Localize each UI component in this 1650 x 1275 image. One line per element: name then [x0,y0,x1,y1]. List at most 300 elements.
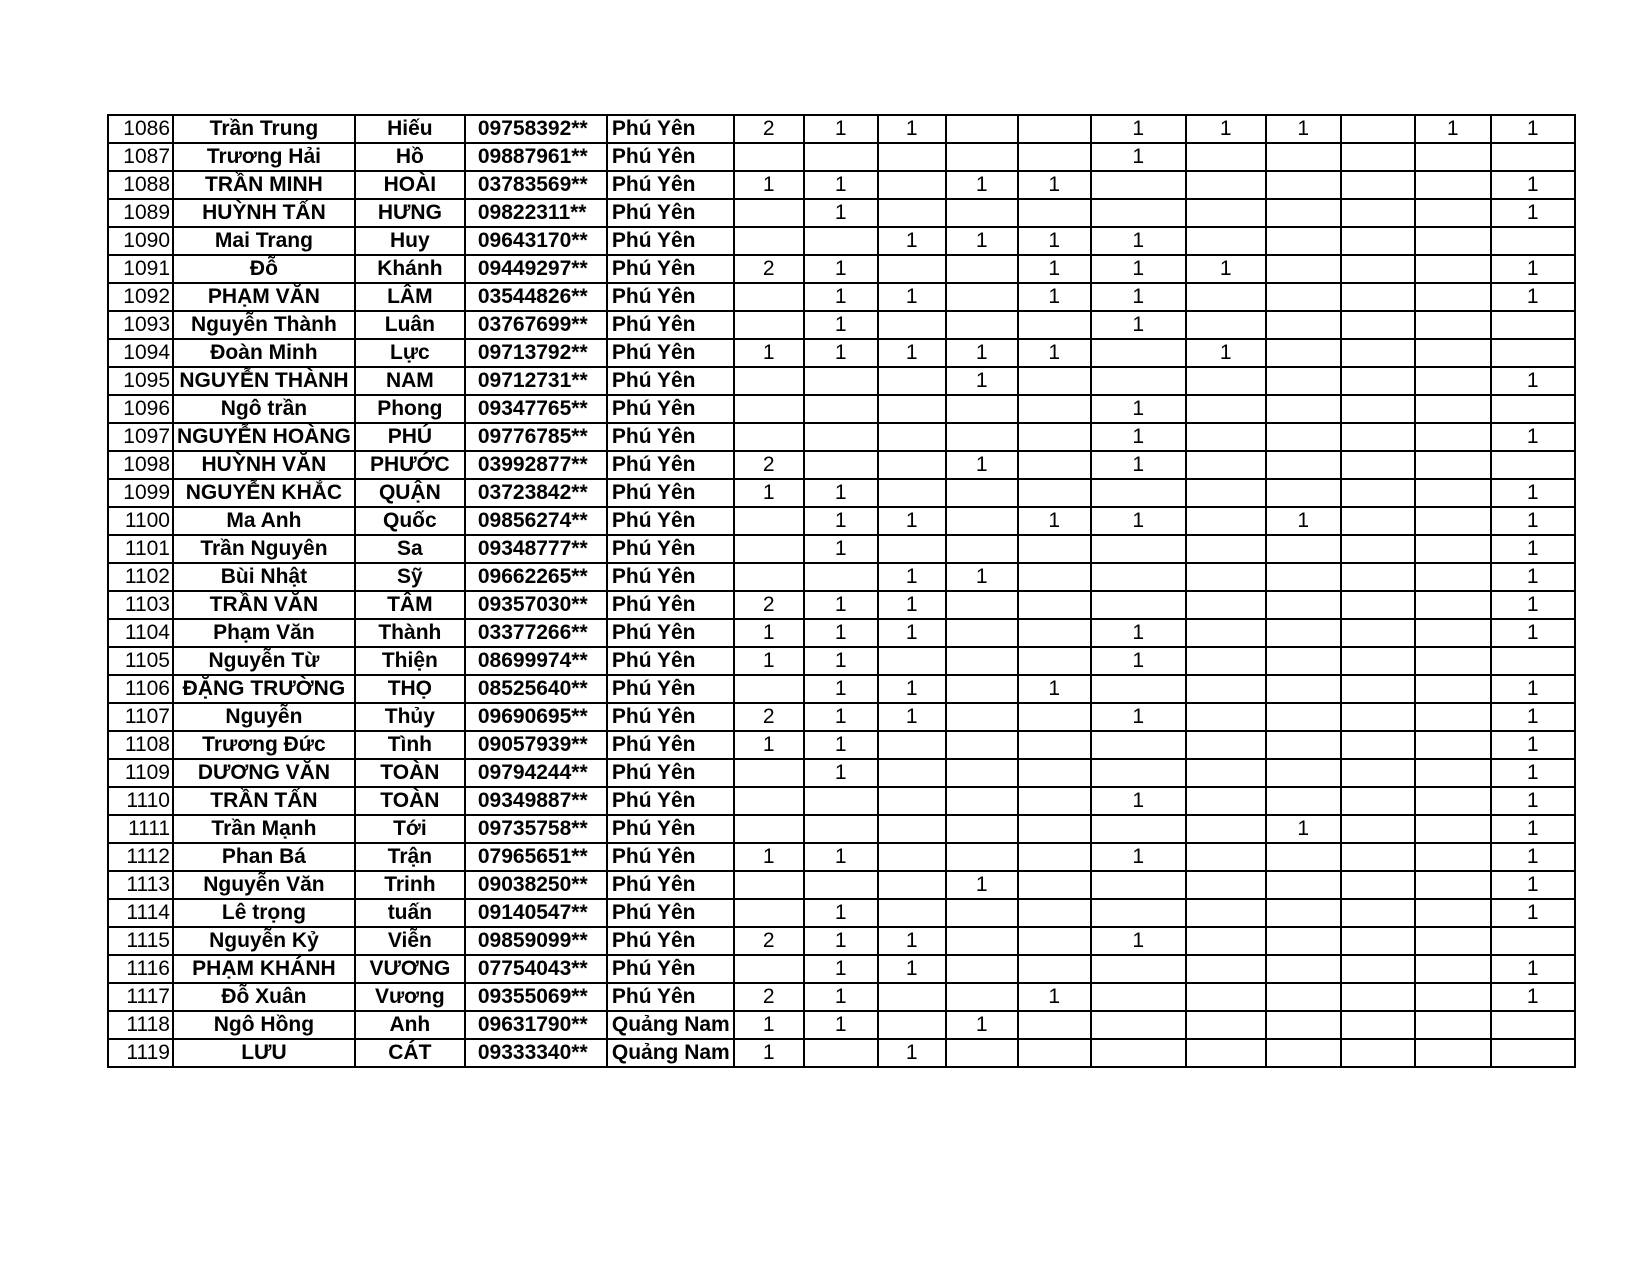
given-name-cell: Thủy [355,703,465,731]
province-cell: Phú Yên [607,955,734,983]
value-cell-11: 1 [1491,787,1575,815]
province-cell: Phú Yên [607,227,734,255]
surname-cell: Nguyễn [173,703,355,731]
row-number-cell: 1106 [108,675,173,703]
value-cell-6: 1 [1091,703,1186,731]
value-cell-2 [804,423,878,451]
value-cell-2: 1 [804,619,878,647]
value-cell-8 [1266,479,1341,507]
value-cell-6 [1091,1039,1186,1067]
value-cell-8 [1266,367,1341,395]
value-cell-5: 1 [1018,675,1091,703]
surname-cell: Trương Đức [173,731,355,759]
province-cell: Phú Yên [607,339,734,367]
value-cell-11: 1 [1491,983,1575,1011]
given-name-cell: Trinh [355,871,465,899]
value-cell-9 [1341,367,1415,395]
given-name-cell: LÂM [355,283,465,311]
value-cell-4 [946,535,1018,563]
value-cell-3 [878,759,946,787]
value-cell-11 [1491,451,1575,479]
value-cell-7 [1186,787,1266,815]
value-cell-9 [1341,479,1415,507]
table-row [108,1011,1575,1039]
value-cell-1: 2 [734,703,804,731]
value-cell-4 [946,619,1018,647]
given-name-cell: tuấn [355,899,465,927]
value-cell-8 [1266,171,1341,199]
surname-cell: Phan Bá [173,843,355,871]
value-cell-10 [1415,339,1491,367]
value-cell-8 [1266,983,1341,1011]
value-cell-4: 1 [946,563,1018,591]
phone-cell: 09735758** [465,815,607,843]
phone-cell: 09349887** [465,787,607,815]
value-cell-10 [1415,759,1491,787]
value-cell-4: 1 [946,451,1018,479]
phone-cell: 03377266** [465,619,607,647]
surname-cell: HUỲNH VĂN [173,451,355,479]
value-cell-9 [1341,115,1415,143]
given-name-cell: TOÀN [355,759,465,787]
value-cell-1 [734,787,804,815]
table-row [108,115,1575,143]
value-cell-1: 1 [734,1011,804,1039]
table-row [108,843,1575,871]
value-cell-2 [804,787,878,815]
value-cell-11 [1491,339,1575,367]
table-row [108,675,1575,703]
row-number-cell: 1119 [108,1039,173,1067]
value-cell-3 [878,871,946,899]
table-row [108,339,1575,367]
value-cell-1: 1 [734,1039,804,1067]
value-cell-2 [804,451,878,479]
value-cell-2: 1 [804,115,878,143]
value-cell-7 [1186,591,1266,619]
value-cell-8 [1266,395,1341,423]
province-cell: Phú Yên [607,675,734,703]
phone-cell: 07965651** [465,843,607,871]
value-cell-6: 1 [1091,283,1186,311]
surname-cell: NGUYỄN KHẮC [173,479,355,507]
surname-cell: Nguyễn Thành [173,311,355,339]
value-cell-1: 1 [734,479,804,507]
row-number-cell: 1102 [108,563,173,591]
value-cell-9 [1341,843,1415,871]
given-name-cell: QUẬN [355,479,465,507]
given-name-cell: Huy [355,227,465,255]
value-cell-11: 1 [1491,871,1575,899]
phone-cell: 09449297** [465,255,607,283]
row-number-cell: 1114 [108,899,173,927]
value-cell-7 [1186,871,1266,899]
value-cell-10 [1415,535,1491,563]
value-cell-10 [1415,563,1491,591]
value-cell-5 [1018,815,1091,843]
phone-cell: 09057939** [465,731,607,759]
value-cell-9 [1341,759,1415,787]
value-cell-9 [1341,647,1415,675]
value-cell-7 [1186,675,1266,703]
value-cell-1 [734,199,804,227]
table-row [108,451,1575,479]
value-cell-8 [1266,311,1341,339]
value-cell-8 [1266,591,1341,619]
value-cell-10 [1415,899,1491,927]
value-cell-6: 1 [1091,927,1186,955]
given-name-cell: NAM [355,367,465,395]
value-cell-11: 1 [1491,507,1575,535]
value-cell-7 [1186,507,1266,535]
value-cell-6 [1091,591,1186,619]
province-cell: Phú Yên [607,171,734,199]
value-cell-2: 1 [804,507,878,535]
value-cell-1: 1 [734,843,804,871]
province-cell: Phú Yên [607,367,734,395]
value-cell-3: 1 [878,507,946,535]
given-name-cell: Sỹ [355,563,465,591]
province-cell: Phú Yên [607,255,734,283]
value-cell-3: 1 [878,591,946,619]
given-name-cell: TÂM [355,591,465,619]
value-cell-5 [1018,563,1091,591]
value-cell-4 [946,115,1018,143]
province-cell: Phú Yên [607,535,734,563]
value-cell-9 [1341,815,1415,843]
value-cell-7 [1186,759,1266,787]
value-cell-5 [1018,395,1091,423]
value-cell-3 [878,451,946,479]
value-cell-11: 1 [1491,675,1575,703]
value-cell-6: 1 [1091,255,1186,283]
value-cell-6 [1091,339,1186,367]
value-cell-8 [1266,339,1341,367]
value-cell-1 [734,395,804,423]
value-cell-11 [1491,927,1575,955]
value-cell-10 [1415,619,1491,647]
value-cell-7 [1186,451,1266,479]
value-cell-10 [1415,283,1491,311]
value-cell-10 [1415,311,1491,339]
value-cell-9 [1341,395,1415,423]
province-cell: Phú Yên [607,479,734,507]
value-cell-3 [878,787,946,815]
value-cell-9 [1341,1039,1415,1067]
value-cell-4 [946,703,1018,731]
value-cell-6 [1091,899,1186,927]
value-cell-9 [1341,199,1415,227]
value-cell-1 [734,955,804,983]
value-cell-10 [1415,843,1491,871]
value-cell-3: 1 [878,703,946,731]
value-cell-3 [878,423,946,451]
province-cell: Phú Yên [607,283,734,311]
value-cell-6 [1091,563,1186,591]
value-cell-3 [878,647,946,675]
value-cell-8 [1266,619,1341,647]
phone-cell: 09631790** [465,1011,607,1039]
surname-cell: Đỗ [173,255,355,283]
surname-cell: Lê trọng [173,899,355,927]
value-cell-9 [1341,1011,1415,1039]
value-cell-6 [1091,983,1186,1011]
table-row [108,955,1575,983]
value-cell-9 [1341,619,1415,647]
value-cell-3 [878,815,946,843]
value-cell-1 [734,423,804,451]
value-cell-2: 1 [804,255,878,283]
value-cell-8 [1266,1039,1341,1067]
surname-cell: Đỗ Xuân [173,983,355,1011]
row-number-cell: 1089 [108,199,173,227]
province-cell: Phú Yên [607,199,734,227]
table-row [108,759,1575,787]
surname-cell: Ma Anh [173,507,355,535]
value-cell-10 [1415,367,1491,395]
value-cell-6 [1091,815,1186,843]
surname-cell: TRẦN VĂN [173,591,355,619]
value-cell-7 [1186,1039,1266,1067]
value-cell-7 [1186,479,1266,507]
value-cell-2: 1 [804,843,878,871]
value-cell-4 [946,311,1018,339]
value-cell-8 [1266,675,1341,703]
phone-cell: 03723842** [465,479,607,507]
data-table [107,114,1576,1068]
value-cell-6: 1 [1091,423,1186,451]
value-cell-10 [1415,1011,1491,1039]
row-number-cell: 1108 [108,731,173,759]
value-cell-5: 1 [1018,227,1091,255]
table-body [108,115,1575,1067]
row-number-cell: 1118 [108,1011,173,1039]
given-name-cell: Tới [355,815,465,843]
value-cell-9 [1341,927,1415,955]
value-cell-2: 1 [804,339,878,367]
value-cell-4 [946,899,1018,927]
value-cell-5 [1018,955,1091,983]
value-cell-3 [878,311,946,339]
value-cell-1 [734,675,804,703]
value-cell-5 [1018,199,1091,227]
value-cell-9 [1341,955,1415,983]
value-cell-5 [1018,115,1091,143]
value-cell-9 [1341,423,1415,451]
value-cell-4 [946,843,1018,871]
province-cell: Phú Yên [607,843,734,871]
value-cell-6: 1 [1091,507,1186,535]
value-cell-9 [1341,787,1415,815]
value-cell-1 [734,815,804,843]
value-cell-6: 1 [1091,619,1186,647]
value-cell-3 [878,171,946,199]
value-cell-5 [1018,367,1091,395]
given-name-cell: VƯƠNG [355,955,465,983]
given-name-cell: Anh [355,1011,465,1039]
value-cell-10 [1415,395,1491,423]
value-cell-10 [1415,507,1491,535]
province-cell: Phú Yên [607,759,734,787]
value-cell-11 [1491,1011,1575,1039]
value-cell-3 [878,395,946,423]
value-cell-11: 1 [1491,255,1575,283]
province-cell: Phú Yên [607,731,734,759]
table-row [108,899,1575,927]
value-cell-4 [946,199,1018,227]
value-cell-1 [734,367,804,395]
value-cell-5 [1018,1011,1091,1039]
surname-cell: Trần Mạnh [173,815,355,843]
row-number-cell: 1107 [108,703,173,731]
given-name-cell: Trận [355,843,465,871]
value-cell-4 [946,1039,1018,1067]
value-cell-8 [1266,423,1341,451]
value-cell-1: 2 [734,255,804,283]
value-cell-1 [734,871,804,899]
province-cell: Phú Yên [607,927,734,955]
value-cell-1: 1 [734,171,804,199]
province-cell: Phú Yên [607,591,734,619]
value-cell-4 [946,983,1018,1011]
value-cell-6: 1 [1091,395,1186,423]
value-cell-6: 1 [1091,843,1186,871]
value-cell-4: 1 [946,367,1018,395]
given-name-cell: PHÚ [355,423,465,451]
value-cell-1 [734,227,804,255]
given-name-cell: Quốc [355,507,465,535]
value-cell-3 [878,367,946,395]
value-cell-3 [878,199,946,227]
table-row [108,199,1575,227]
value-cell-6: 1 [1091,115,1186,143]
province-cell: Phú Yên [607,115,734,143]
row-number-cell: 1110 [108,787,173,815]
table-row [108,255,1575,283]
value-cell-3 [878,983,946,1011]
province-cell: Quảng Nam [607,1039,734,1067]
value-cell-11: 1 [1491,199,1575,227]
value-cell-5 [1018,479,1091,507]
row-number-cell: 1086 [108,115,173,143]
table-row [108,815,1575,843]
phone-cell: 03992877** [465,451,607,479]
surname-cell: DƯƠNG VĂN [173,759,355,787]
value-cell-11: 1 [1491,563,1575,591]
table-row [108,703,1575,731]
value-cell-7 [1186,367,1266,395]
given-name-cell: Viễn [355,927,465,955]
table-row [108,423,1575,451]
value-cell-8 [1266,731,1341,759]
phone-cell: 09140547** [465,899,607,927]
value-cell-6 [1091,731,1186,759]
value-cell-10 [1415,675,1491,703]
value-cell-2: 1 [804,675,878,703]
value-cell-11: 1 [1491,759,1575,787]
value-cell-5 [1018,899,1091,927]
table-row [108,983,1575,1011]
phone-cell: 09758392** [465,115,607,143]
value-cell-4 [946,423,1018,451]
value-cell-11: 1 [1491,367,1575,395]
row-number-cell: 1111 [108,815,173,843]
phone-cell: 09643170** [465,227,607,255]
surname-cell: Đoàn Minh [173,339,355,367]
row-number-cell: 1094 [108,339,173,367]
phone-cell: 09887961** [465,143,607,171]
value-cell-5 [1018,311,1091,339]
value-cell-7 [1186,703,1266,731]
value-cell-5: 1 [1018,283,1091,311]
value-cell-5 [1018,703,1091,731]
table-row [108,227,1575,255]
value-cell-4 [946,283,1018,311]
value-cell-3 [878,843,946,871]
value-cell-1 [734,535,804,563]
value-cell-11: 1 [1491,423,1575,451]
row-number-cell: 1113 [108,871,173,899]
value-cell-8 [1266,227,1341,255]
value-cell-4 [946,647,1018,675]
value-cell-2: 1 [804,703,878,731]
phone-cell: 03544826** [465,283,607,311]
value-cell-9 [1341,255,1415,283]
surname-cell: NGUYỄN HOÀNG [173,423,355,451]
value-cell-6: 1 [1091,451,1186,479]
value-cell-8 [1266,871,1341,899]
value-cell-2: 1 [804,311,878,339]
value-cell-5 [1018,591,1091,619]
value-cell-8 [1266,647,1341,675]
phone-cell: 09357030** [465,591,607,619]
value-cell-8: 1 [1266,507,1341,535]
given-name-cell: HOÀI [355,171,465,199]
value-cell-2: 1 [804,983,878,1011]
surname-cell: Nguyễn Văn [173,871,355,899]
value-cell-7 [1186,927,1266,955]
surname-cell: PHẠM KHÁNH [173,955,355,983]
value-cell-1 [734,563,804,591]
value-cell-7 [1186,283,1266,311]
value-cell-1 [734,311,804,339]
given-name-cell: Lực [355,339,465,367]
value-cell-11 [1491,395,1575,423]
phone-cell: 09776785** [465,423,607,451]
value-cell-10 [1415,423,1491,451]
surname-cell: Mai Trang [173,227,355,255]
value-cell-1 [734,899,804,927]
value-cell-3 [878,479,946,507]
value-cell-5 [1018,535,1091,563]
value-cell-1: 1 [734,339,804,367]
surname-cell: PHẠM VĂN [173,283,355,311]
row-number-cell: 1103 [108,591,173,619]
value-cell-10 [1415,703,1491,731]
value-cell-2: 1 [804,1011,878,1039]
row-number-cell: 1090 [108,227,173,255]
value-cell-1 [734,507,804,535]
value-cell-7 [1186,731,1266,759]
value-cell-6 [1091,675,1186,703]
value-cell-8 [1266,535,1341,563]
value-cell-7 [1186,227,1266,255]
surname-cell: Trần Nguyên [173,535,355,563]
value-cell-1 [734,143,804,171]
phone-cell: 09355069** [465,983,607,1011]
surname-cell: Trương Hải [173,143,355,171]
phone-cell: 07754043** [465,955,607,983]
